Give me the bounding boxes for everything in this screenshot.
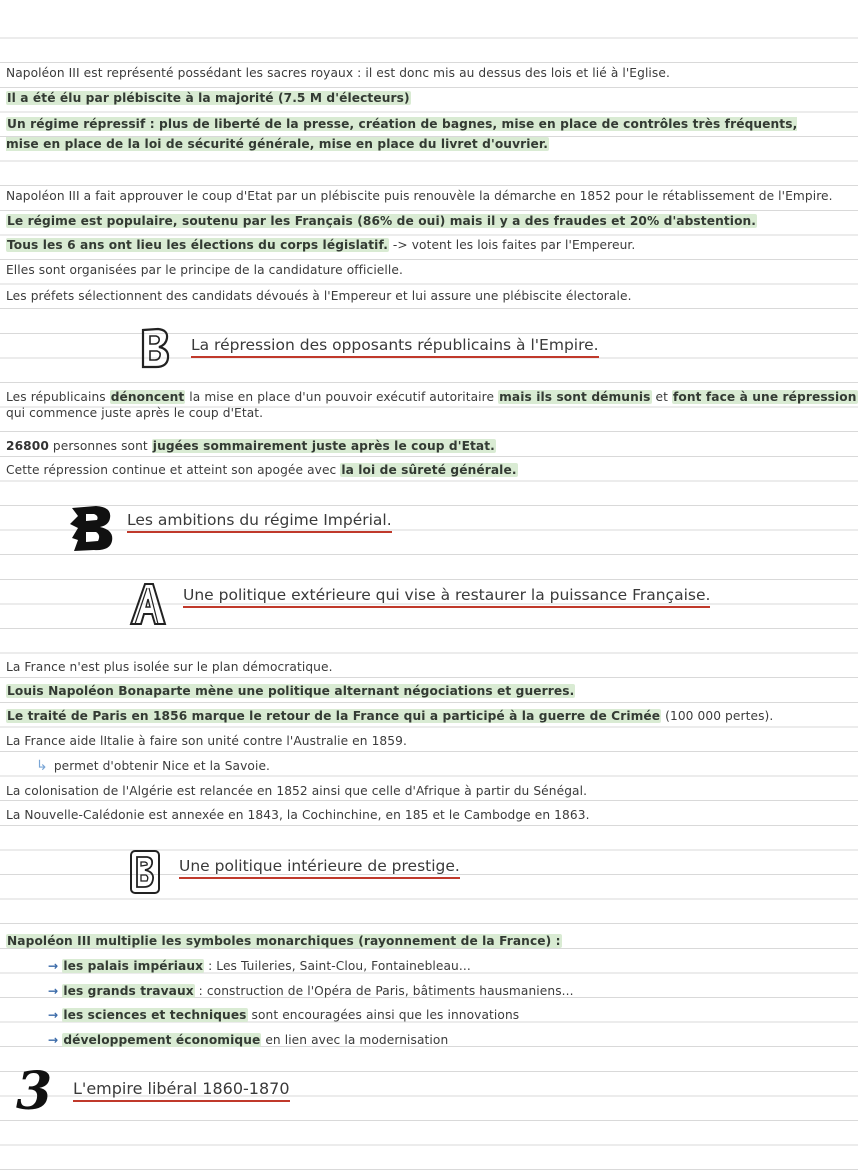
text-line: La colonisation de l'Algérie est relancée en 1852 ainsi que celle d'Afrique à partir du Sénégal. xyxy=(6,784,588,798)
highlight: Tous les 6 ans ont lieu les élections du corps législatif. xyxy=(7,238,388,252)
text-line xyxy=(6,210,824,232)
highlight: la loi de sûreté générale. xyxy=(341,463,517,477)
text-fragment: (100 000 pertes). xyxy=(661,709,774,723)
text-fragment: sont encouragées ainsi que les innovations xyxy=(247,1008,520,1022)
list-item xyxy=(48,1029,824,1051)
text-line: Elles sont organisées par le principe de la candidature officielle. xyxy=(6,263,403,277)
text-line xyxy=(6,705,824,727)
highlight: Le régime est populaire, soutenu par les Français (86% de oui) mais il y a des fraudes et 20% d'abstention. xyxy=(7,214,757,228)
highlight: les palais impériaux xyxy=(63,959,204,973)
text-line xyxy=(6,459,824,481)
text-fragment: la mise en place d'un pouvoir exécutif autoritaire xyxy=(185,390,499,404)
text-fragment: permet d'obtenir Nice et la Savoie. xyxy=(53,759,271,773)
text-line: qui commence juste après le coup d'Etat. xyxy=(6,406,264,420)
list-item xyxy=(48,955,824,977)
text-fragment: : construction de l'Opéra de Paris, bâtiments hausmaniens... xyxy=(194,984,574,998)
highlight: Louis Napoléon Bonaparte mène une politique alternant négociations et guerres. xyxy=(7,684,575,698)
text-fragment: : Les Tuileries, Saint-Clou, Fontainebleau... xyxy=(204,959,471,973)
text-fragment: 26800 xyxy=(6,439,49,453)
text-paragraph xyxy=(6,114,820,154)
highlight: développement économique xyxy=(63,1033,261,1047)
highlight: Un régime répressif : plus de liberté de la presse, création de bagnes, mise en place de contrôles très fréquents, mise en place de la loi de sécurité générale, mise en place du livret d'ouvrier. xyxy=(6,117,798,151)
text-line: La France n'est plus isolée sur le plan démocratique. xyxy=(6,660,333,674)
section-heading: L'empire libéral 1860-1870 xyxy=(73,1079,290,1102)
text-fragment: personnes sont xyxy=(48,439,152,453)
text-line xyxy=(6,930,824,952)
text-line xyxy=(36,755,824,777)
section-heading: Une politique extérieure qui vise à restaurer la puissance Française. xyxy=(183,586,710,608)
text-line: Napoléon III est représenté possédant les sacres royaux : il est donc mis au dessus des lois et lié à l'Eglise. xyxy=(6,66,670,80)
section-number: 3 xyxy=(16,1061,53,1122)
text-fragment: Les républicains xyxy=(6,390,110,404)
text-fragment: -> votent les lois faites par l'Empereur. xyxy=(388,238,636,252)
list-item xyxy=(48,1004,824,1026)
text-line: Les préfets sélectionnent des candidats dévoués à l'Empereur et lui assure une plébiscite électorale. xyxy=(6,289,632,303)
text-line xyxy=(6,435,824,457)
text-line xyxy=(6,234,824,256)
text-line xyxy=(6,680,824,702)
section-heading: La répression des opposants républicains à l'Empire. xyxy=(191,336,599,358)
arrow-right-icon: → xyxy=(48,959,59,973)
text-fragment: en lien avec la modernisation xyxy=(261,1033,449,1047)
arrow-right-icon: → xyxy=(48,984,59,998)
arrow-right-icon: → xyxy=(48,1008,59,1022)
section-heading: Les ambitions du régime Impérial. xyxy=(127,511,392,533)
highlight: Napoléon III multiplie les symboles monarchiques (rayonnement de la France) : xyxy=(7,934,561,948)
corner-arrow-icon: ↳ xyxy=(36,758,48,774)
text-line: La France aide lItalie à faire son unité contre l'Australie en 1859. xyxy=(6,734,407,748)
highlight: font face à une répression xyxy=(672,390,857,404)
highlight: les grands travaux xyxy=(63,984,194,998)
arrow-right-icon: → xyxy=(48,1033,59,1047)
highlight: dénoncent xyxy=(110,390,185,404)
text-line: Napoléon III a fait approuver le coup d'Etat par un plébiscite puis renouvèle la démarche en 1852 pour le rétablissement de l'Empire. xyxy=(6,189,833,203)
text-line xyxy=(6,87,824,109)
text-fragment: Cette répression continue et atteint son apogée avec xyxy=(6,463,341,477)
highlight: jugées sommairement juste après le coup d'Etat. xyxy=(152,439,495,453)
text-line: La Nouvelle-Calédonie est annexée en 1843, la Cochinchine, en 185 et le Cambodge en 1863. xyxy=(6,808,590,822)
letter-b-icon xyxy=(127,850,163,894)
highlight: mais ils sont démunis xyxy=(499,390,651,404)
section-heading: Une politique intérieure de prestige. xyxy=(179,857,460,879)
highlight: Il a été élu par plébiscite à la majorité (7.5 M d'électeurs) xyxy=(7,91,410,105)
letter-a-icon xyxy=(127,580,169,628)
highlight: les sciences et techniques xyxy=(63,1008,247,1022)
letter-b-icon xyxy=(137,326,173,370)
text-fragment: et xyxy=(651,390,672,404)
letter-b-icon xyxy=(66,502,122,554)
list-item xyxy=(48,980,824,1002)
highlight: Le traité de Paris en 1856 marque le retour de la France qui a participé à la guerre de Crimée xyxy=(7,709,661,723)
